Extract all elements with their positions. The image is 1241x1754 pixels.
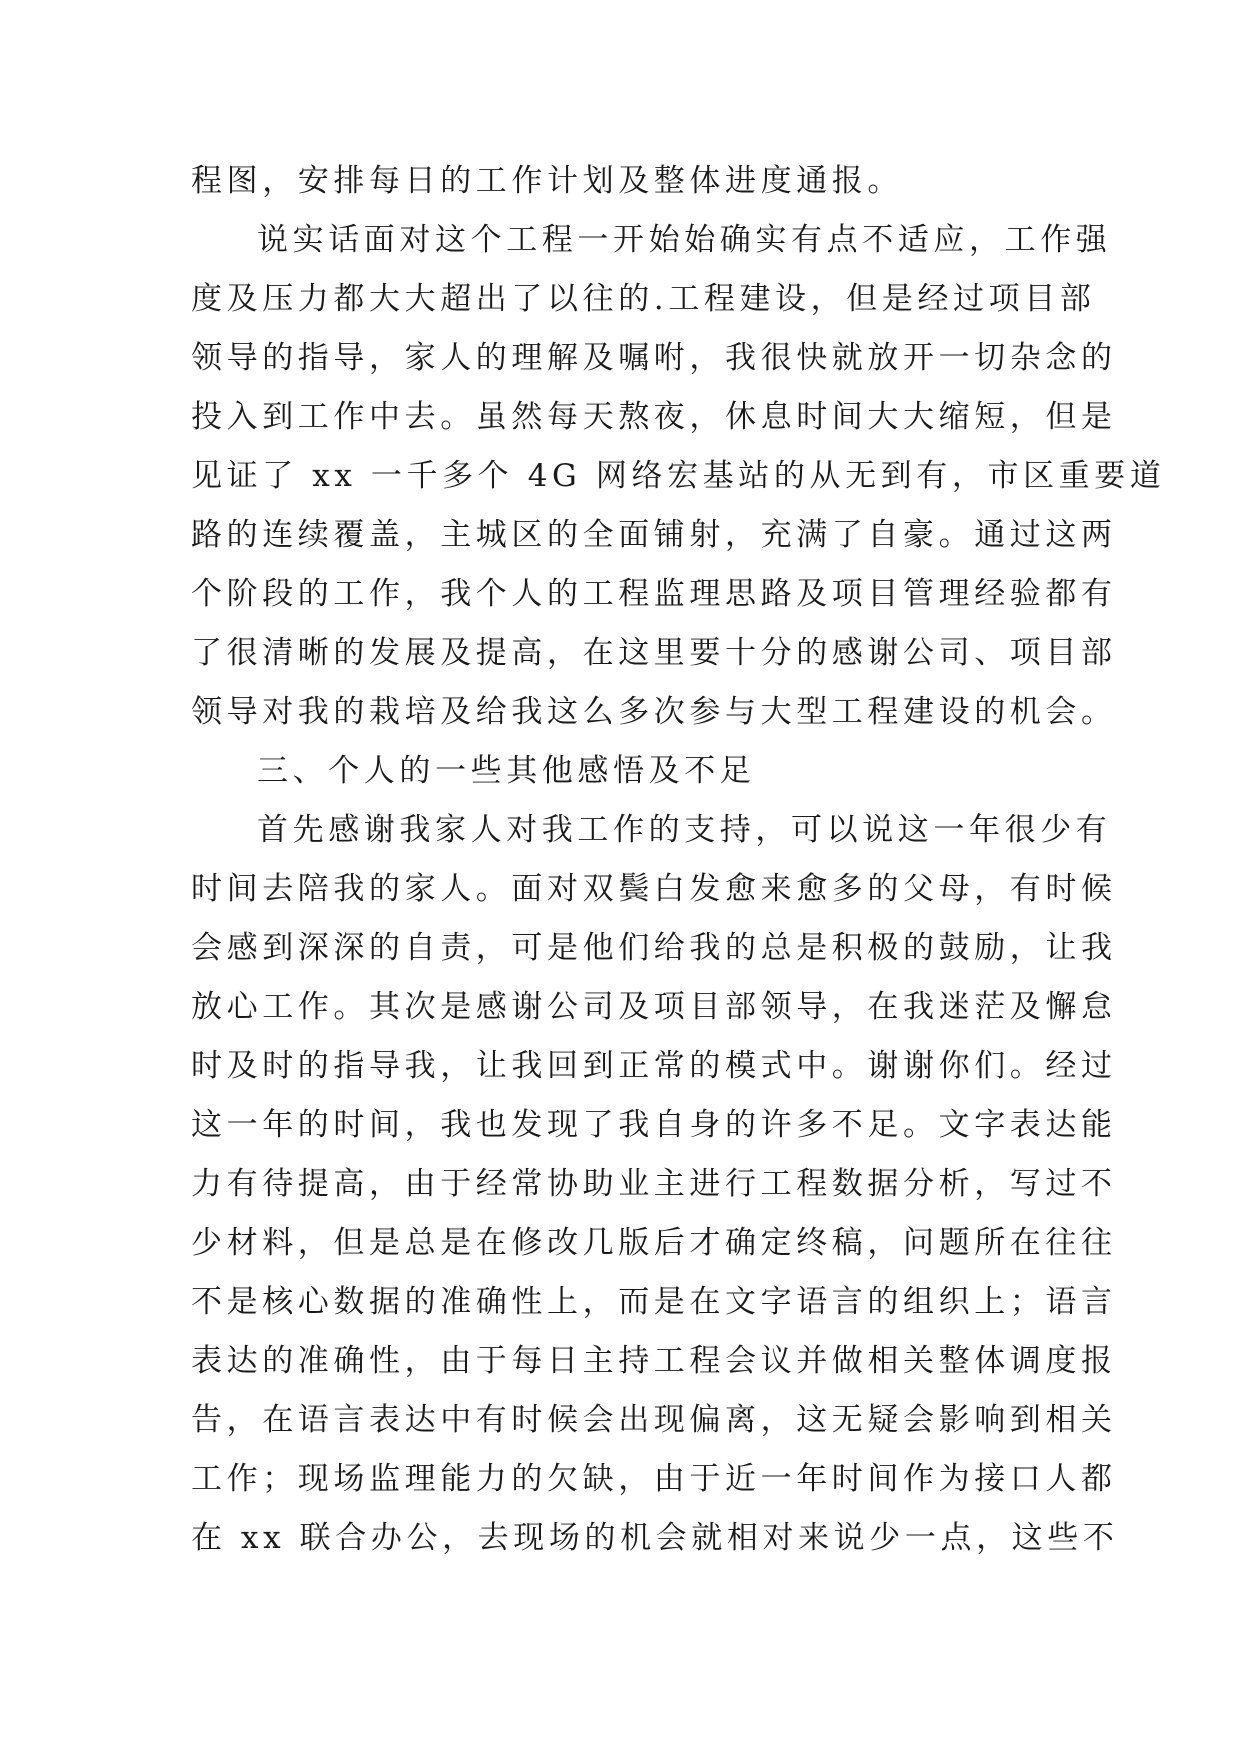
text-line: 放心工作。其次是感谢公司及项目部领导，在我迷茫及懈怠 (191, 989, 1117, 1025)
text-line: 个阶段的工作，我个人的工程监理思路及项目管理经验都有 (191, 576, 1117, 612)
text-line: 时间去陪我的家人。面对双鬓白发愈来愈多的父母，有时候 (191, 871, 1117, 907)
text-line: 在 xx 联合办公，去现场的机会就相对来说少一点，这些不 (191, 1520, 1119, 1556)
text-line: 领导的指导，家人的理解及嘱咐，我很快就放开一切杂念的 (191, 340, 1117, 376)
text-line: 表达的准确性，由于每日主持工程会议并做相关整体调度报 (191, 1343, 1117, 1379)
text-line: 说实话面对这个工程一开始始确实有点不适应，工作强 (257, 222, 1112, 258)
text-line: 路的连续覆盖，主城区的全面铺射，充满了自豪。通过这两 (191, 517, 1117, 553)
text-line: 不是核心数据的准确性上，而是在文字语言的组织上；语言 (191, 1284, 1117, 1320)
text-line: 三、个人的一些其他感悟及不足 (257, 753, 756, 789)
text-line: 程图，安排每日的工作计划及整体进度通报。 (191, 163, 903, 199)
text-line: 度及压力都大大超出了以往的.工程建设，但是经过项目部 (191, 281, 1096, 317)
text-line: 投入到工作中去。虽然每天熬夜，休息时间大大缩短，但是 (191, 399, 1117, 435)
text-line: 时及时的指导我，让我回到正常的模式中。谢谢你们。经过 (191, 1048, 1117, 1084)
text-line: 会感到深深的自责，可是他们给我的总是积极的鼓励，让我 (191, 930, 1117, 966)
text-line: 告，在语言表达中有时候会出现偏离，这无疑会影响到相关 (191, 1402, 1117, 1438)
text-line: 工作；现场监理能力的欠缺，由于近一年时间作为接口人都 (191, 1461, 1117, 1497)
text-line: 领导对我的栽培及给我这么多次参与大型工程建设的机会。 (191, 694, 1117, 730)
text-line: 少材料，但是总是在修改几版后才确定终稿，问题所在往往 (191, 1225, 1117, 1261)
body-text (191, 152, 1166, 1568)
text-line: 首先感谢我家人对我工作的支持，可以说这一年很少有 (257, 812, 1112, 848)
text-line: 见证了 xx 一千多个 4G 网络宏基站的从无到有，市区重要道 (191, 458, 1166, 494)
text-line: 力有待提高，由于经常协助业主进行工程数据分析，写过不 (191, 1166, 1117, 1202)
text-line: 这一年的时间，我也发现了我自身的许多不足。文字表达能 (191, 1107, 1117, 1143)
text-line: 了很清晰的发展及提高，在这里要十分的感谢公司、项目部 (191, 635, 1117, 671)
